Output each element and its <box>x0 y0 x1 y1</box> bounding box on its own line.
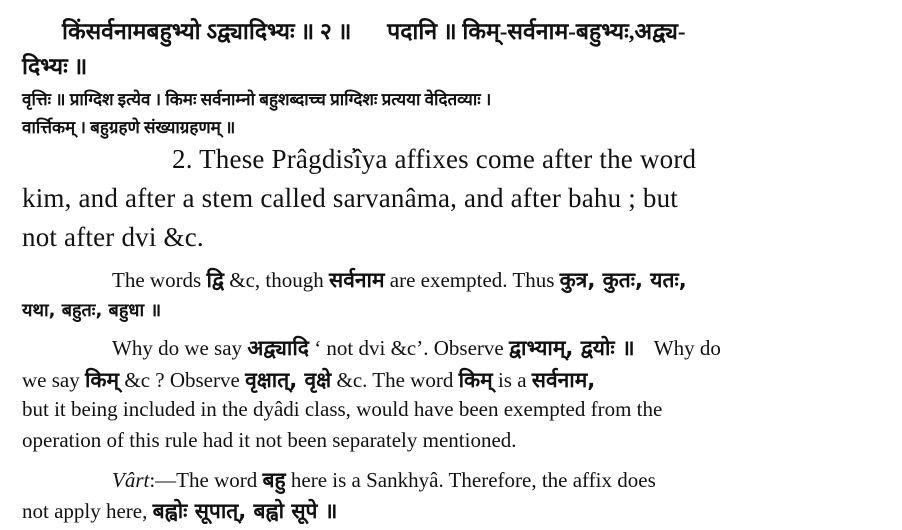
note2-dev-2: द्वाभ्याम्, द्वयोः ॥ <box>508 336 635 360</box>
note2-l2-c: &c. The word <box>336 368 454 392</box>
sutra-line-1 <box>22 14 686 46</box>
vart-dev-1: बहु <box>262 468 286 492</box>
note2-l2-dev-1: किम् <box>84 368 120 392</box>
vart-line-2 <box>22 497 337 525</box>
vart-text-a: :—The word <box>149 468 258 492</box>
vart-text-b: here is a Sankhyâ. Therefore, the affix does <box>290 468 656 492</box>
note2-dev-1: अद्व्यादि <box>247 336 309 360</box>
translation-line-1: 2. These Prâgdis̓îya affixes come after the word <box>172 144 697 174</box>
vrtti-line-1: वृत्तिः ॥ प्राग्दिश इत्येव । किमः सर्वनाम्नो बहुशब्दाच्च प्राग्दिशः प्रत्यया वेदितव्याः । <box>22 90 492 109</box>
vart-l2-dev: बह्वोः सूपात्, बह्वो सूपे ॥ <box>152 499 338 523</box>
note2-l2-dev-3: किम् <box>458 368 493 392</box>
note2-line-1 <box>112 334 721 362</box>
translation-line-3: not after dvi &c. <box>22 222 204 252</box>
note2-text-a: Why do we say <box>112 336 243 360</box>
vrtti-line-2: वार्त्तिकम् । बहुग्रहणे संख्याग्रहणम् ॥ <box>22 118 236 137</box>
padani-text: पदानि ॥ किम्-सर्वनाम-बहुभ्यः,अद्व्य- <box>387 19 686 44</box>
note1-dev-3: कुत्र, कुतः, यतः, <box>559 268 687 292</box>
note1-dev-2: सर्वनाम <box>329 268 385 292</box>
note2-line-4: operation of this rule had it not been separately mentioned. <box>22 428 517 452</box>
translation-line-2: kim, and after a stem called sarvanâma, and after bahu ; but <box>22 183 678 213</box>
vart-l2-a: not apply here, <box>22 499 148 523</box>
sutra-text: किंसर्वनामबहुभ्यो ऽद्व्यादिभ्यः ॥ २ ॥ <box>62 19 352 44</box>
note2-l2-b: &c ? Observe <box>124 368 240 392</box>
vart-label: Vârt <box>112 468 150 492</box>
note1-text-c: are exempted. Thus <box>389 268 555 292</box>
note2-l2-a: we say <box>22 368 80 392</box>
note2-text-c: Why do <box>653 336 721 360</box>
note1-text-a: The words <box>112 268 202 292</box>
note2-text-b: ‘ not dvi &c’. Observe <box>314 336 504 360</box>
vart-line-1 <box>112 466 656 494</box>
note1-dev-1: द्वि <box>206 268 224 292</box>
note1-line-1 <box>112 266 687 294</box>
sutra-line-2: दिभ्यः ॥ <box>22 54 88 79</box>
note2-line-2 <box>22 366 595 394</box>
note1-text-b: &c, though <box>229 268 324 292</box>
note1-line-2: यथा, बहुतः, बहुधा ॥ <box>22 300 162 321</box>
note2-l2-d: is a <box>497 368 527 392</box>
note2-l2-dev-4: सर्वनाम, <box>531 368 596 392</box>
note2-line-3: but it being included in the dyâdi class, would have been exempted from the <box>22 397 663 421</box>
note2-l2-dev-2: वृक्षात्, वृक्षे <box>245 368 332 392</box>
